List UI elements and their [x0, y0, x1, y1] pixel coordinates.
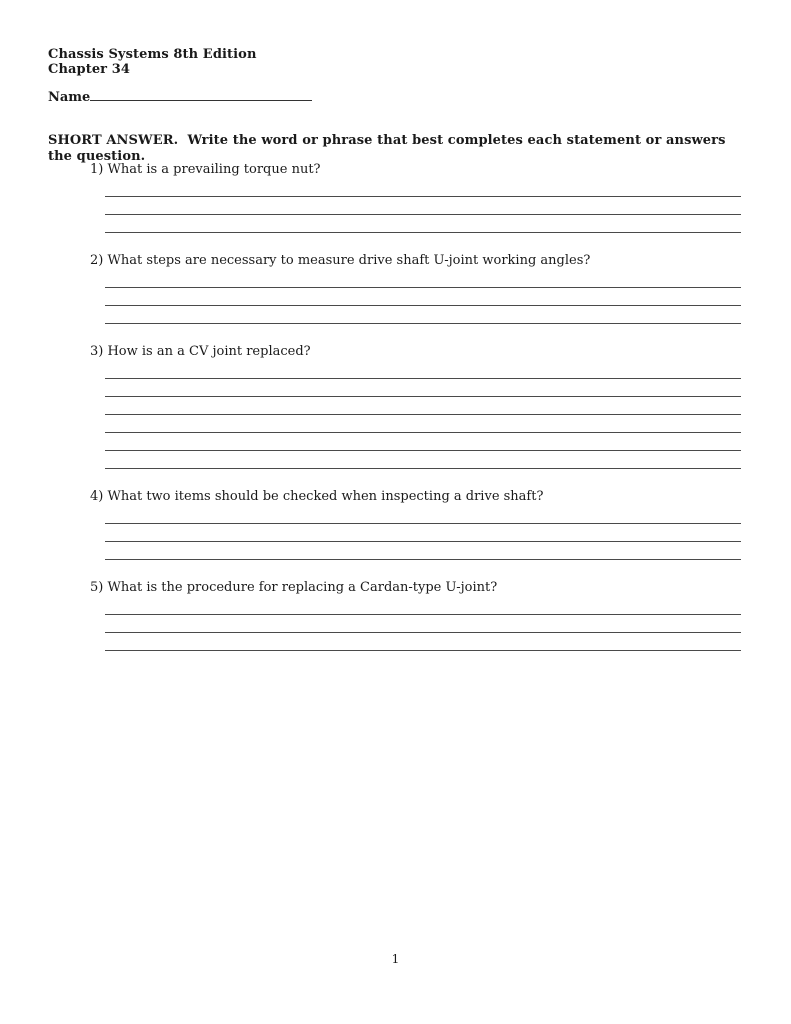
question-text: 5) What is the procedure for replacing a Cardan-type U-joint? [90, 580, 498, 595]
answer-lines [105, 597, 741, 651]
answer-line [105, 597, 741, 615]
answer-lines [105, 361, 741, 469]
chapter-label: Chapter 34 [48, 62, 131, 77]
document-header [48, 47, 257, 77]
question-block [90, 343, 750, 469]
question-text: 4) What two items should be checked when inspecting a drive shaft? [90, 489, 544, 504]
question-block [90, 579, 750, 651]
answer-lines [105, 270, 741, 324]
answer-line [105, 288, 741, 306]
answer-line [105, 633, 741, 651]
answer-line [105, 415, 741, 433]
answer-line [105, 451, 741, 469]
question-block [90, 488, 750, 560]
answer-lines [105, 179, 741, 233]
answer-line [105, 506, 741, 524]
page-number: 1 [391, 952, 400, 966]
answer-line [105, 433, 741, 451]
answer-line [105, 524, 741, 542]
answer-line [105, 397, 741, 415]
name-blank-line [90, 88, 312, 101]
answer-line [105, 542, 741, 560]
document-title: Chassis Systems 8th Edition [48, 47, 257, 62]
answer-line [105, 197, 741, 215]
answer-line [105, 215, 741, 233]
questions [90, 161, 750, 670]
question-block [90, 252, 750, 324]
question-text: 3) How is an a CV joint replaced? [90, 344, 311, 359]
question-text: 1) What is a prevailing torque nut? [90, 162, 321, 177]
answer-line [105, 179, 741, 197]
answer-line [105, 615, 741, 633]
name-label: Name [48, 90, 91, 105]
answer-line [105, 306, 741, 324]
section-heading: SHORT ANSWER. Write the word or phrase that best completes each statement or answers the question. [48, 133, 731, 164]
answer-line [105, 270, 741, 288]
page-footer [0, 952, 791, 966]
answer-line [105, 361, 741, 379]
answer-line [105, 379, 741, 397]
question-text: 2) What steps are necessary to measure drive shaft U-joint working angles? [90, 253, 591, 268]
name-row [48, 88, 312, 105]
answer-lines [105, 506, 741, 560]
question-block [90, 161, 750, 233]
